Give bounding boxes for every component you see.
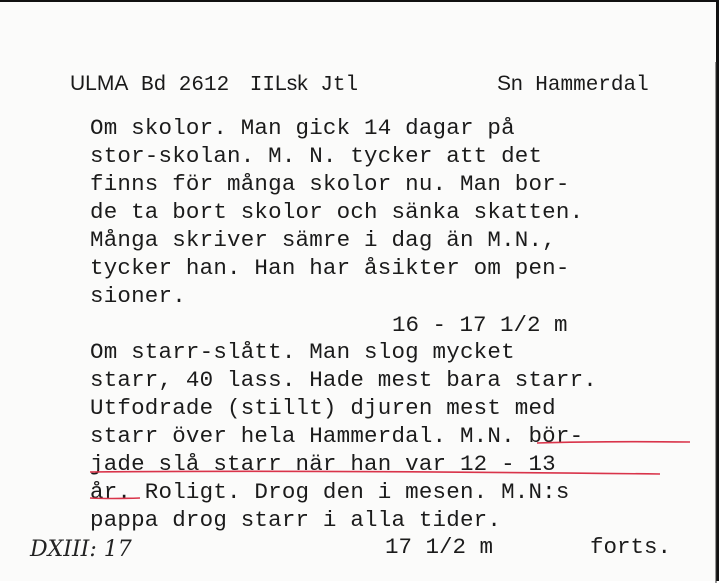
text-line: Många skriver sämre i dag än M.N., <box>90 227 556 253</box>
text-line: pappa drog starr i alla tider. <box>90 507 502 533</box>
series-number: II <box>249 74 276 97</box>
province-code: Jtl <box>320 74 359 97</box>
text-line: stor-skolan. M. N. tycker att det <box>90 143 543 169</box>
text-line: sioner. <box>90 283 186 309</box>
text-line: de ta bort skolor och sänka skatten. <box>90 199 584 225</box>
underline-marks <box>0 2 719 583</box>
parish-label: Sn <box>497 72 523 95</box>
red-underline-2 <box>90 471 660 474</box>
text-line: Om skolor. Man gick 14 dagar på <box>90 115 515 141</box>
time-marker-2: 17 1/2 m <box>385 534 494 560</box>
continued-label: forts. <box>590 534 672 560</box>
text-line: tycker han. Han har åsikter om pen- <box>90 255 570 281</box>
time-marker-1: 16 - 17 1/2 m <box>392 312 568 338</box>
archive-code: ULMA <box>70 72 129 95</box>
region-code: Lsk <box>275 72 308 95</box>
text-line: starr, 40 lass. Hade mest bara starr. <box>90 367 597 393</box>
text-line: jade slå starr när han var 12 - 13 <box>90 451 556 477</box>
red-underline-1 <box>537 442 690 443</box>
red-underline-3 <box>90 498 140 499</box>
parish-name: Hammerdal <box>535 74 649 97</box>
handwritten-annotation: DXIII: 17 <box>30 537 132 562</box>
text-line: starr över hela Hammerdal. M.N. bör- <box>90 423 584 449</box>
text-line: år. Roligt. Drog den i mesen. M.N:s <box>90 479 570 505</box>
text-line: Om starr-slått. Man slog mycket <box>90 339 515 365</box>
text-line: Utfodrade (stillt) djuren mest med <box>90 395 556 421</box>
volume-number: Bd 2612 <box>140 74 230 97</box>
text-line: finns för många skolor nu. Man bor- <box>90 171 570 197</box>
